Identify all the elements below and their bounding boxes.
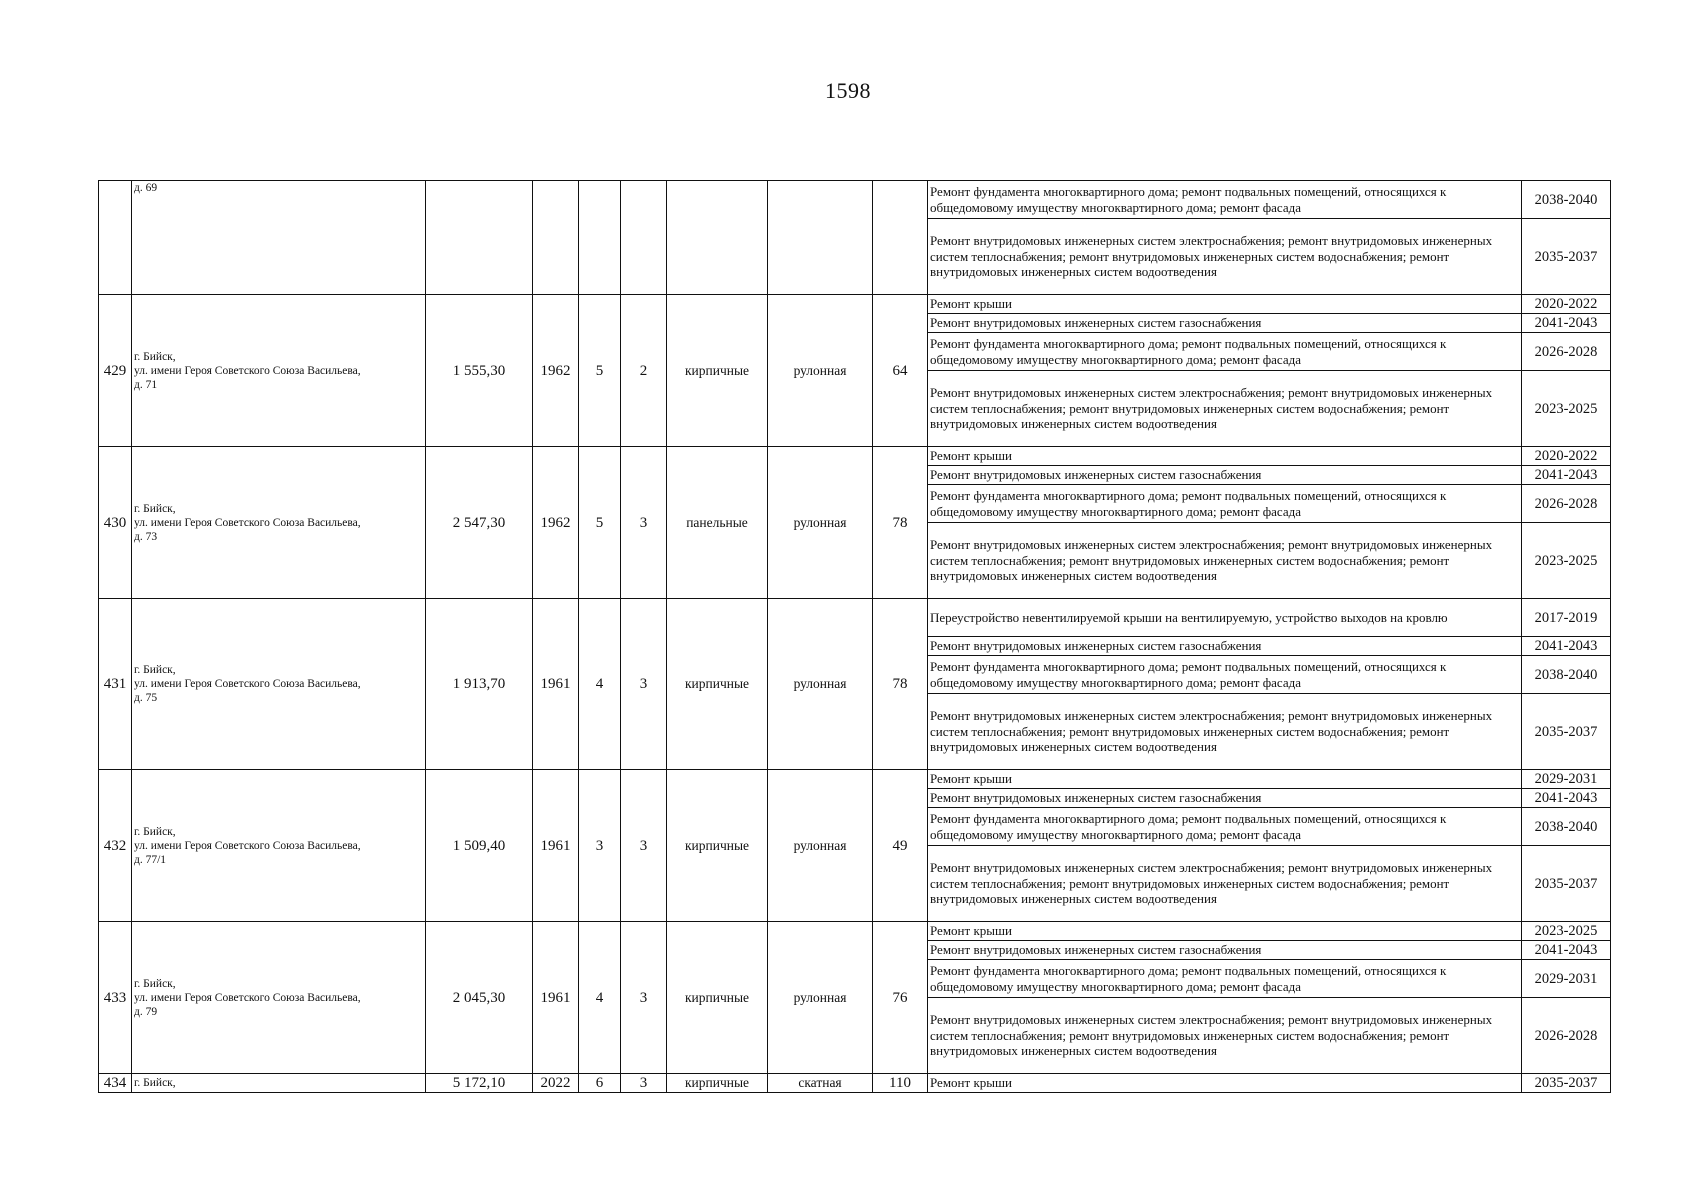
- work-description: Ремонт фундамента многоквартирного дома; ремонт подвальных помещений, относящихся к общедомовому имуществу многоквартирного дома; ремонт фасада: [928, 960, 1522, 998]
- house-entrances: [621, 181, 667, 295]
- house-year: 1962: [533, 447, 579, 599]
- work-description: Ремонт внутридомовых инженерных систем газоснабжения: [928, 466, 1522, 485]
- table-row: [99, 922, 1611, 941]
- house-number: 433: [99, 922, 132, 1074]
- work-description: Ремонт фундамента многоквартирного дома; ремонт подвальных помещений, относящихся к общедомовому имуществу многоквартирного дома; ремонт фасада: [928, 808, 1522, 846]
- house-roof: скатная: [768, 1074, 873, 1093]
- address-line: д. 77/1: [134, 853, 167, 866]
- work-period: 2023-2025: [1522, 371, 1611, 447]
- house-roof: рулонная: [768, 295, 873, 447]
- work-period: 2026-2028: [1522, 333, 1611, 371]
- work-period: 2023-2025: [1522, 523, 1611, 599]
- house-walls: панельные: [667, 447, 768, 599]
- house-walls: кирпичные: [667, 770, 768, 922]
- work-period: 2035-2037: [1522, 846, 1611, 922]
- work-description: Ремонт внутридомовых инженерных систем газоснабжения: [928, 314, 1522, 333]
- house-floors: 4: [579, 922, 621, 1074]
- house-address: [132, 181, 426, 295]
- work-period: 2035-2037: [1522, 219, 1611, 295]
- house-area: 2 045,30: [426, 922, 533, 1074]
- work-period: 2026-2028: [1522, 998, 1611, 1074]
- address-line: г. Бийск,: [134, 502, 176, 515]
- house-roof: [768, 181, 873, 295]
- house-residents: 76: [873, 922, 928, 1074]
- house-roof: рулонная: [768, 770, 873, 922]
- table-row: [99, 1074, 1611, 1093]
- house-year: 1961: [533, 922, 579, 1074]
- address-line: ул. имени Героя Советского Союза Васильева,: [134, 516, 361, 529]
- house-entrances: 2: [621, 295, 667, 447]
- house-residents: 78: [873, 447, 928, 599]
- work-description: Ремонт крыши: [928, 770, 1522, 789]
- work-description: Ремонт фундамента многоквартирного дома; ремонт подвальных помещений, относящихся к общедомовому имуществу многоквартирного дома; ремонт фасада: [928, 485, 1522, 523]
- house-number: 430: [99, 447, 132, 599]
- address-line: ул. имени Героя Советского Союза Васильева,: [134, 678, 361, 690]
- registry-body: [99, 181, 1611, 1093]
- table-row: [99, 181, 1611, 219]
- house-year: [533, 181, 579, 295]
- work-period: 2029-2031: [1522, 960, 1611, 998]
- house-floors: 4: [579, 599, 621, 770]
- work-description: Ремонт внутридомовых инженерных систем газоснабжения: [928, 637, 1522, 656]
- house-floors: 6: [579, 1074, 621, 1093]
- table-row: [99, 770, 1611, 789]
- house-floors: [579, 181, 621, 295]
- house-number: [99, 181, 132, 295]
- address-line: д. 71: [134, 378, 158, 391]
- house-floors: 5: [579, 447, 621, 599]
- address-line: д. 75: [134, 692, 158, 704]
- address-line: д. 69: [134, 182, 158, 194]
- table-row: [99, 447, 1611, 466]
- work-description: Переустройство невентилируемой крыши на вентилируемую, устройство выходов на кровлю: [928, 599, 1522, 637]
- address-line: г. Бийск,: [134, 350, 176, 363]
- work-period: 2026-2028: [1522, 485, 1611, 523]
- house-walls: кирпичные: [667, 922, 768, 1074]
- address-line: ул. имени Героя Советского Союза Васильева,: [134, 364, 361, 377]
- house-entrances: 3: [621, 922, 667, 1074]
- house-number: 434: [99, 1074, 132, 1093]
- work-description: Ремонт внутридомовых инженерных систем электроснабжения; ремонт внутридомовых инженерных систем теплоснабжения; ремонт внутридомовых инженерных систем водоснабжения; ремонт внутридомовых инженерных систем водоотведения: [928, 219, 1522, 295]
- house-year: 1961: [533, 599, 579, 770]
- work-period: 2020-2022: [1522, 295, 1611, 314]
- work-period: 2017-2019: [1522, 599, 1611, 637]
- house-address: [132, 1074, 426, 1093]
- address-line: д. 73: [134, 530, 158, 543]
- house-address: [132, 599, 426, 770]
- house-address: [132, 770, 426, 922]
- work-period: 2029-2031: [1522, 770, 1611, 789]
- house-residents: 78: [873, 599, 928, 770]
- page-number: 1598: [825, 78, 871, 103]
- house-address: [132, 447, 426, 599]
- house-number: 431: [99, 599, 132, 770]
- work-description: Ремонт фундамента многоквартирного дома; ремонт подвальных помещений, относящихся к общедомовому имуществу многоквартирного дома; ремонт фасада: [928, 181, 1522, 219]
- house-area: 1 509,40: [426, 770, 533, 922]
- house-year: 1962: [533, 295, 579, 447]
- work-period: 2035-2037: [1522, 1074, 1611, 1093]
- address-line: г. Бийск,: [134, 977, 176, 990]
- work-description: Ремонт крыши: [928, 447, 1522, 466]
- house-area: 1 555,30: [426, 295, 533, 447]
- house-number: 432: [99, 770, 132, 922]
- house-roof: рулонная: [768, 447, 873, 599]
- house-entrances: 3: [621, 1074, 667, 1093]
- house-roof: рулонная: [768, 922, 873, 1074]
- address-line: г. Бийск,: [134, 1077, 176, 1089]
- table-row: [99, 295, 1611, 314]
- housing-registry-table: [98, 180, 1611, 1093]
- address-line: д. 79: [134, 1005, 158, 1018]
- house-floors: 5: [579, 295, 621, 447]
- table-row: [99, 599, 1611, 637]
- work-period: 2041-2043: [1522, 466, 1611, 485]
- work-period: 2041-2043: [1522, 314, 1611, 333]
- house-residents: [873, 181, 928, 295]
- house-walls: кирпичные: [667, 599, 768, 770]
- house-residents: 110: [873, 1074, 928, 1093]
- work-period: 2041-2043: [1522, 637, 1611, 656]
- address-line: г. Бийск,: [134, 664, 176, 676]
- work-period: 2038-2040: [1522, 808, 1611, 846]
- house-number: 429: [99, 295, 132, 447]
- house-entrances: 3: [621, 447, 667, 599]
- work-description: Ремонт внутридомовых инженерных систем электроснабжения; ремонт внутридомовых инженерных систем теплоснабжения; ремонт внутридомовых инженерных систем водоснабжения; ремонт внутридомовых инженерных систем водоотведения: [928, 998, 1522, 1074]
- house-residents: 64: [873, 295, 928, 447]
- house-walls: кирпичные: [667, 295, 768, 447]
- work-description: Ремонт внутридомовых инженерных систем электроснабжения; ремонт внутридомовых инженерных систем теплоснабжения; ремонт внутридомовых инженерных систем водоснабжения; ремонт внутридомовых инженерных систем водоотведения: [928, 371, 1522, 447]
- work-period: 2020-2022: [1522, 447, 1611, 466]
- house-entrances: 3: [621, 770, 667, 922]
- work-period: 2038-2040: [1522, 656, 1611, 694]
- work-description: Ремонт крыши: [928, 295, 1522, 314]
- work-description: Ремонт фундамента многоквартирного дома; ремонт подвальных помещений, относящихся к общедомовому имуществу многоквартирного дома; ремонт фасада: [928, 656, 1522, 694]
- house-floors: 3: [579, 770, 621, 922]
- address-line: ул. имени Героя Советского Союза Васильева,: [134, 839, 361, 852]
- house-roof: рулонная: [768, 599, 873, 770]
- work-description: Ремонт фундамента многоквартирного дома; ремонт подвальных помещений, относящихся к общедомовому имуществу многоквартирного дома; ремонт фасада: [928, 333, 1522, 371]
- work-description: Ремонт внутридомовых инженерных систем электроснабжения; ремонт внутридомовых инженерных систем теплоснабжения; ремонт внутридомовых инженерных систем водоснабжения; ремонт внутридомовых инженерных систем водоотведения: [928, 846, 1522, 922]
- work-period: 2038-2040: [1522, 181, 1611, 219]
- work-description: Ремонт крыши: [928, 922, 1522, 941]
- work-description: Ремонт внутридомовых инженерных систем газоснабжения: [928, 941, 1522, 960]
- house-year: 2022: [533, 1074, 579, 1093]
- house-walls: кирпичные: [667, 1074, 768, 1093]
- house-residents: 49: [873, 770, 928, 922]
- work-description: Ремонт внутридомовых инженерных систем электроснабжения; ремонт внутридомовых инженерных систем теплоснабжения; ремонт внутридомовых инженерных систем водоснабжения; ремонт внутридомовых инженерных систем водоотведения: [928, 523, 1522, 599]
- house-entrances: 3: [621, 599, 667, 770]
- house-address: [132, 295, 426, 447]
- house-walls: [667, 181, 768, 295]
- work-description: Ремонт внутридомовых инженерных систем электроснабжения; ремонт внутридомовых инженерных систем теплоснабжения; ремонт внутридомовых инженерных систем водоснабжения; ремонт внутридомовых инженерных систем водоотведения: [928, 694, 1522, 770]
- address-line: ул. имени Героя Советского Союза Васильева,: [134, 991, 361, 1004]
- house-area: 5 172,10: [426, 1074, 533, 1093]
- work-description: Ремонт внутридомовых инженерных систем газоснабжения: [928, 789, 1522, 808]
- house-area: 2 547,30: [426, 447, 533, 599]
- house-address: [132, 922, 426, 1074]
- work-description: Ремонт крыши: [928, 1074, 1522, 1093]
- work-period: 2041-2043: [1522, 941, 1611, 960]
- work-period: 2023-2025: [1522, 922, 1611, 941]
- address-line: г. Бийск,: [134, 825, 176, 838]
- work-period: 2041-2043: [1522, 789, 1611, 808]
- house-area: 1 913,70: [426, 599, 533, 770]
- work-period: 2035-2037: [1522, 694, 1611, 770]
- house-year: 1961: [533, 770, 579, 922]
- house-area: [426, 181, 533, 295]
